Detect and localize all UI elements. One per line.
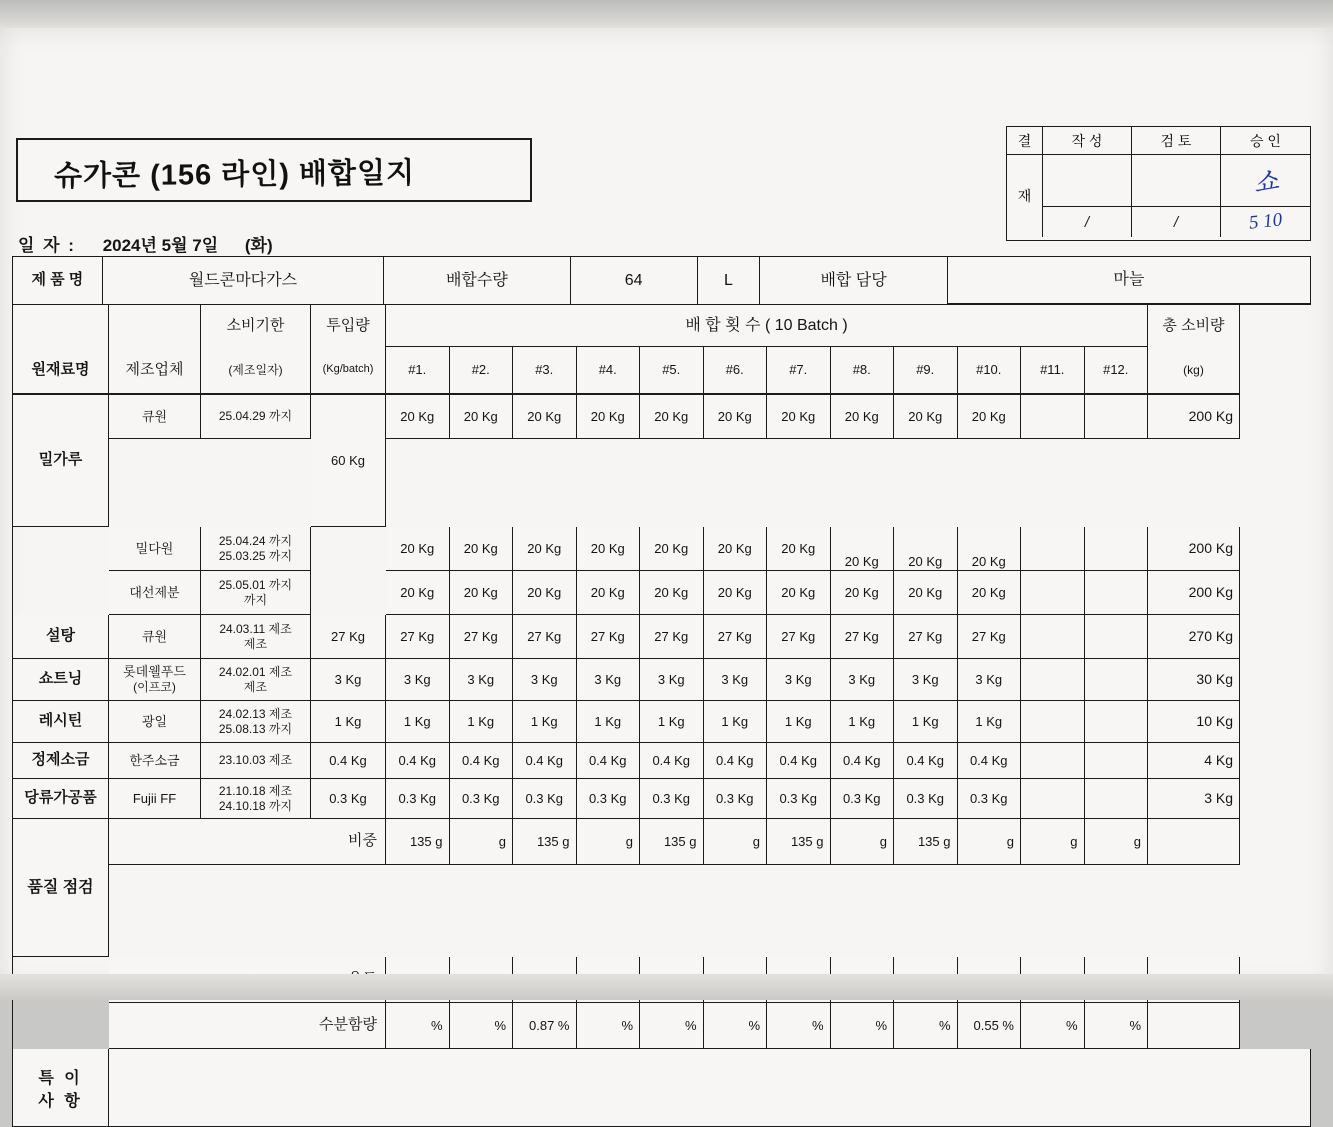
input-amount-cell: 27 Kg	[311, 615, 386, 659]
approval-col-header-approve: 승 인	[1221, 127, 1310, 155]
batch-col-header-7: #7.	[767, 347, 831, 395]
batch-value-cell[interactable]: 1 Kg	[704, 701, 768, 743]
expiry-col-header-line1: 소비기한	[201, 305, 311, 347]
date-line	[18, 231, 273, 256]
quality-row	[13, 819, 1311, 957]
quality-value-cell[interactable]: 135 g	[640, 819, 704, 865]
batch-value-cell[interactable]: 20 Kg	[640, 527, 704, 571]
batch-value-cell[interactable]: 0.4 Kg	[640, 743, 704, 779]
table-row	[13, 779, 1311, 819]
input-col-header-line2: (Kg/batch)	[311, 347, 386, 395]
material-col-spacer	[13, 305, 109, 347]
maker-line1: 롯데웰푸드	[123, 664, 186, 680]
batch-value-cell[interactable]: 0.4 Kg	[386, 743, 450, 779]
quality-value-cell[interactable]: g	[450, 819, 514, 865]
batch-value-cell[interactable]: 20 Kg	[767, 527, 831, 571]
batch-value-cell[interactable]: 27 Kg	[894, 615, 958, 659]
batch-value-cell[interactable]	[1021, 779, 1085, 819]
batch-value-cell[interactable]: 20 Kg	[577, 571, 641, 615]
quality-value-cell[interactable]: %	[640, 1003, 704, 1049]
total-col-header-line2: (kg)	[1148, 347, 1240, 395]
batch-value-cell[interactable]	[1085, 571, 1149, 615]
maker-line1: 큐원	[141, 628, 168, 644]
batch-value-cell[interactable]: 20 Kg	[831, 571, 895, 615]
batch-value-cell[interactable]: 3 Kg	[640, 659, 704, 701]
expiry-line1: 23.10.03 제조	[218, 753, 293, 768]
quality-value-cell[interactable]: %	[894, 1003, 958, 1049]
quality-item-name: 수분함량	[109, 1003, 386, 1049]
quality-value-cell[interactable]: g	[1085, 819, 1149, 865]
input-amount-cell: 3 Kg	[311, 659, 386, 701]
batch-value-cell[interactable]: 20 Kg	[450, 571, 514, 615]
batch-col-header-8: #8.	[831, 347, 895, 395]
expiry-line1: 21.10.18 제조	[218, 783, 293, 798]
batch-value-cell[interactable]: 27 Kg	[958, 615, 1022, 659]
total-consumption-cell: 3 Kg	[1148, 779, 1240, 819]
batch-value-cell[interactable]	[1085, 615, 1149, 659]
batch-value-cell[interactable]: 20 Kg	[894, 395, 958, 439]
material-name-cell: 레시틴	[13, 701, 109, 743]
batch-value-cell[interactable]	[1021, 701, 1085, 743]
batch-value-cell[interactable]: 0.3 Kg	[767, 779, 831, 819]
expiry-cell	[201, 395, 311, 439]
material-col-header: 원재료명	[13, 347, 109, 395]
material-name-cell: 설탕	[13, 615, 109, 659]
volume-value: 64	[571, 257, 698, 305]
quality-value-cell[interactable]: %	[577, 1003, 641, 1049]
table-row	[13, 571, 1311, 615]
batch-value-cell[interactable]	[1085, 701, 1149, 743]
expiry-cell	[201, 743, 311, 779]
expiry-cell	[201, 571, 311, 615]
quality-value-cell[interactable]: %	[704, 1003, 768, 1049]
total-consumption-cell: 200 Kg	[1148, 571, 1240, 615]
batch-value-cell[interactable]: 27 Kg	[450, 615, 514, 659]
batch-value-cell[interactable]: 0.3 Kg	[386, 779, 450, 819]
batch-value-cell[interactable]	[1021, 395, 1085, 439]
batch-value-cell[interactable]: 20 Kg	[704, 395, 768, 439]
batch-value-cell[interactable]	[1085, 743, 1149, 779]
expiry-cell	[201, 659, 311, 701]
product-name-value: 월드콘마다가스	[103, 257, 384, 305]
product-name-label: 제 품 명	[13, 257, 103, 305]
batch-value-cell[interactable]: 1 Kg	[386, 701, 450, 743]
batch-value-cell[interactable]	[1021, 615, 1085, 659]
batch-value-cell[interactable]: 1 Kg	[640, 701, 704, 743]
batch-value-cell[interactable]: 1 Kg	[894, 701, 958, 743]
batch-value-cell[interactable]: 20 Kg	[386, 571, 450, 615]
batch-col-header-4: #4.	[577, 347, 641, 395]
quality-total-cell	[1148, 1003, 1240, 1049]
maker-cell	[109, 743, 201, 779]
batch-value-cell[interactable]	[1085, 395, 1149, 439]
input-amount-cell: 0.4 Kg	[311, 743, 386, 779]
batch-value-cell[interactable]: 20 Kg	[577, 395, 641, 439]
batch-col-header-9: #9.	[894, 347, 958, 395]
quality-value-cell[interactable]: %	[1085, 1003, 1149, 1049]
batch-value-cell[interactable]: 3 Kg	[704, 659, 768, 701]
maker-cell	[109, 659, 201, 701]
approval-col-header-review: 검 토	[1132, 127, 1221, 155]
quality-value-cell[interactable]: %	[831, 1003, 895, 1049]
batch-value-cell[interactable]: 0.4 Kg	[894, 743, 958, 779]
document-title: 슈가콘 (156 라인) 배합일지	[53, 157, 416, 193]
input-amount-cell: 60 Kg	[311, 395, 386, 527]
maker-col-spacer	[109, 305, 201, 347]
table-row	[13, 395, 1311, 527]
batch-value-cell[interactable]: 20 Kg	[704, 571, 768, 615]
batch-col-header-1: #1.	[386, 347, 450, 395]
approval-side-label-top: 결	[1007, 127, 1043, 155]
expiry-col-header-line2: (제조일자)	[201, 347, 311, 395]
maker-line1: 큐원	[141, 408, 168, 424]
expiry-cell	[201, 615, 311, 659]
batch-col-header-12: #12.	[1085, 347, 1149, 395]
input-amount-span-filler	[311, 571, 386, 615]
quality-value-cell[interactable]: 135 g	[767, 819, 831, 865]
notes-label-line1: 특 이	[38, 1069, 83, 1087]
batch-col-header-2: #2.	[450, 347, 514, 395]
batch-value-cell[interactable]: 0.4 Kg	[767, 743, 831, 779]
batch-value-cell[interactable]	[1021, 571, 1085, 615]
expiry-line2: 제조	[243, 679, 268, 694]
material-name-cell: 정제소금	[13, 743, 109, 779]
expiry-cell	[201, 701, 311, 743]
batch-value-cell[interactable]: 0.3 Kg	[450, 779, 514, 819]
quality-label-span-filler	[13, 1003, 109, 1049]
batch-value-cell[interactable]: 20 Kg	[831, 395, 895, 439]
material-name-span-filler	[13, 527, 109, 571]
total-consumption-cell: 10 Kg	[1148, 701, 1240, 743]
material-name-cell: 쇼트닝	[13, 659, 109, 701]
batch-value-cell[interactable]	[1021, 659, 1085, 701]
batch-value-cell[interactable]: 20 Kg	[958, 395, 1022, 439]
total-consumption-cell: 200 Kg	[1148, 395, 1240, 439]
table-row	[13, 701, 1311, 743]
batch-value-cell[interactable]: 1 Kg	[831, 701, 895, 743]
date-weekday: (화)	[244, 236, 273, 255]
quality-value-cell[interactable]: 135 g	[386, 819, 450, 865]
volume-label: 배합수량	[384, 257, 570, 305]
batch-value-cell[interactable]: 1 Kg	[450, 701, 514, 743]
maker-line2: (이프코)	[133, 680, 176, 695]
maker-line1: Fujii FF	[132, 790, 177, 806]
expiry-line1: 24.03.11 제조	[219, 621, 292, 636]
batch-value-cell[interactable]: 20 Kg	[831, 527, 895, 571]
volume-unit: L	[698, 257, 761, 305]
batch-group-header: 배 합 횟 수 ( 10 Batch )	[386, 305, 1148, 347]
expiry-line1: 24.02.13 제조	[218, 706, 293, 721]
quality-row	[13, 1003, 1311, 1049]
batch-value-cell[interactable]	[1085, 779, 1149, 819]
batch-value-cell[interactable]: 3 Kg	[831, 659, 895, 701]
approval-mark-draft: /	[1043, 207, 1132, 237]
batch-value-cell[interactable]: 3 Kg	[386, 659, 450, 701]
material-rows-container	[13, 395, 1311, 819]
batch-value-cell[interactable]: 27 Kg	[831, 615, 895, 659]
expiry-line2: 25.08.13 까지	[218, 721, 293, 736]
signature-mark: 쇼	[1251, 166, 1281, 199]
table-row	[13, 527, 1311, 571]
maker-cell	[109, 701, 201, 743]
incharge-label: 배합 담당	[760, 257, 947, 305]
notes-label	[13, 1049, 109, 1127]
total-consumption-cell: 200 Kg	[1148, 527, 1240, 571]
batch-value-cell[interactable]: 27 Kg	[386, 615, 450, 659]
maker-line1: 대선제분	[129, 584, 180, 600]
batch-value-cell[interactable]: 0.3 Kg	[958, 779, 1022, 819]
batch-value-cell[interactable]: 0.3 Kg	[831, 779, 895, 819]
table-row-batch-group-header	[13, 305, 1311, 347]
batch-col-header-3: #3.	[513, 347, 577, 395]
batch-value-cell[interactable]	[1085, 659, 1149, 701]
input-amount-cell: 0.3 Kg	[311, 779, 386, 819]
batch-value-cell[interactable]: 27 Kg	[513, 615, 577, 659]
batch-value-cell[interactable]: 20 Kg	[894, 527, 958, 571]
batch-value-cell[interactable]: 3 Kg	[767, 659, 831, 701]
maker-line1: 한주소금	[129, 752, 180, 768]
expiry-line1: 25.04.24 까지	[218, 533, 293, 548]
expiry-cell	[201, 527, 311, 571]
quality-value-cell[interactable]: 0.87 %	[513, 1003, 577, 1049]
quality-value-cell[interactable]: %	[450, 1003, 514, 1049]
quality-check-label: 품질 점검	[13, 819, 109, 957]
batch-value-cell[interactable]: 27 Kg	[577, 615, 641, 659]
quality-total-cell	[1148, 819, 1240, 865]
maker-cell	[109, 615, 201, 659]
approval-sign-approve	[1221, 155, 1310, 207]
batch-value-cell[interactable]: 20 Kg	[450, 395, 514, 439]
quality-check-container	[13, 819, 1311, 1049]
quality-value-cell[interactable]: g	[831, 819, 895, 865]
batch-value-cell[interactable]: 20 Kg	[640, 395, 704, 439]
expiry-cell	[201, 779, 311, 819]
batch-value-cell[interactable]: 20 Kg	[513, 395, 577, 439]
batch-value-cell[interactable]: 0.4 Kg	[450, 743, 514, 779]
batch-value-cell[interactable]: 20 Kg	[704, 527, 768, 571]
maker-line1: 광일	[141, 713, 168, 729]
approval-mark-approve: 5 10	[1247, 209, 1284, 234]
quality-value-cell[interactable]: g	[1021, 819, 1085, 865]
batch-value-cell[interactable]	[1085, 527, 1149, 571]
expiry-line2: 까지	[243, 592, 268, 607]
batch-value-cell[interactable]: 0.3 Kg	[894, 779, 958, 819]
batch-value-cell[interactable]: 3 Kg	[958, 659, 1022, 701]
batch-value-cell[interactable]: 3 Kg	[577, 659, 641, 701]
batch-value-cell[interactable]: 0.4 Kg	[513, 743, 577, 779]
approval-stamp-box	[1006, 126, 1311, 241]
batch-value-cell[interactable]: 20 Kg	[640, 571, 704, 615]
maker-cell	[109, 395, 201, 439]
batch-value-cell[interactable]: 0.4 Kg	[958, 743, 1022, 779]
quality-value-cell[interactable]: %	[767, 1003, 831, 1049]
batch-value-cell[interactable]: 20 Kg	[958, 571, 1022, 615]
batch-value-cell[interactable]	[1021, 743, 1085, 779]
incharge-value: 마늘	[948, 257, 1311, 305]
batch-value-cell[interactable]	[1021, 527, 1085, 571]
notes-label-line2: 사 항	[38, 1092, 83, 1110]
batch-col-header-6: #6.	[704, 347, 768, 395]
batch-value-cell[interactable]: 0.4 Kg	[704, 743, 768, 779]
table-row-product-info	[13, 257, 1311, 305]
document-title-box	[16, 138, 532, 202]
quality-value-cell[interactable]: %	[1021, 1003, 1085, 1049]
expiry-line2: 25.03.25 까지	[218, 548, 293, 563]
batch-value-cell[interactable]: 0.3 Kg	[577, 779, 641, 819]
table-row-column-headers	[13, 347, 1311, 395]
batch-col-header-5: #5.	[640, 347, 704, 395]
date-label: 일 자 :	[18, 236, 76, 255]
batch-value-cell[interactable]: 20 Kg	[767, 571, 831, 615]
material-name-cell: 밀가루	[13, 395, 109, 527]
table-row	[13, 615, 1311, 659]
expiry-line2: 제조	[243, 636, 268, 651]
batch-value-cell[interactable]: 20 Kg	[386, 395, 450, 439]
total-consumption-cell: 30 Kg	[1148, 659, 1240, 701]
approval-side-label-bottom: 재	[1007, 155, 1043, 237]
batch-value-cell[interactable]: 20 Kg	[386, 527, 450, 571]
quality-value-cell[interactable]: 135 g	[894, 819, 958, 865]
batch-value-cell[interactable]: 27 Kg	[704, 615, 768, 659]
batch-value-cell[interactable]: 0.4 Kg	[831, 743, 895, 779]
batch-value-cell[interactable]: 0.3 Kg	[640, 779, 704, 819]
batch-value-cell[interactable]: 20 Kg	[513, 571, 577, 615]
batch-value-cell[interactable]: 20 Kg	[958, 527, 1022, 571]
batch-value-cell[interactable]: 1 Kg	[577, 701, 641, 743]
expiry-line1: 25.04.29 까지	[218, 409, 293, 424]
batch-value-cell[interactable]: 20 Kg	[577, 527, 641, 571]
quality-value-cell[interactable]: g	[704, 819, 768, 865]
approval-mark-review: /	[1132, 207, 1221, 237]
batch-value-cell[interactable]: 0.3 Kg	[704, 779, 768, 819]
expiry-line2: 24.10.18 까지	[218, 798, 293, 813]
batch-value-cell[interactable]: 20 Kg	[513, 527, 577, 571]
total-consumption-cell: 270 Kg	[1148, 615, 1240, 659]
material-name-span-filler	[13, 571, 109, 615]
maker-cell	[109, 527, 201, 571]
table-row	[13, 659, 1311, 701]
batch-col-header-10: #10.	[958, 347, 1022, 395]
material-name-cell: 당류가공품	[13, 779, 109, 819]
batch-value-cell[interactable]: 0.4 Kg	[577, 743, 641, 779]
batch-column-header-group	[386, 347, 1148, 395]
quality-value-cell[interactable]: %	[386, 1003, 450, 1049]
quality-value-cell[interactable]: g	[577, 819, 641, 865]
quality-item-name: 비중	[109, 819, 386, 865]
input-amount-cell: 1 Kg	[311, 701, 386, 743]
approval-sign-draft	[1043, 155, 1132, 207]
maker-line1: 밀다원	[135, 540, 174, 556]
batch-value-cell[interactable]: 1 Kg	[958, 701, 1022, 743]
quality-value-cell[interactable]: 135 g	[513, 819, 577, 865]
total-col-header-line1: 총 소비량	[1148, 305, 1240, 347]
batch-value-cell[interactable]: 27 Kg	[767, 615, 831, 659]
batch-value-cell[interactable]: 0.3 Kg	[513, 779, 577, 819]
notes-value[interactable]	[109, 1049, 1311, 1127]
approval-col-header-draft: 작 성	[1043, 127, 1132, 155]
total-consumption-cell: 4 Kg	[1148, 743, 1240, 779]
batch-value-cell[interactable]: 3 Kg	[450, 659, 514, 701]
maker-col-header: 제조업체	[109, 347, 201, 395]
page-bottom-shadow	[0, 974, 1333, 1000]
batch-value-cell[interactable]: 1 Kg	[513, 701, 577, 743]
batch-col-header-11: #11.	[1021, 347, 1085, 395]
paper-sheet	[0, 28, 1333, 1110]
batch-value-cell[interactable]: 20 Kg	[767, 395, 831, 439]
table-row	[13, 743, 1311, 779]
date-value: 2024년 5월 7일	[102, 236, 219, 255]
maker-cell	[109, 779, 201, 819]
input-col-header-line1: 투입량	[311, 305, 386, 347]
batch-value-cell[interactable]: 27 Kg	[640, 615, 704, 659]
input-amount-span-filler	[311, 527, 386, 571]
maker-cell	[109, 571, 201, 615]
batch-value-cell[interactable]: 20 Kg	[894, 571, 958, 615]
expiry-line1: 24.02.01 제조	[218, 664, 293, 679]
notes-row	[13, 1049, 1311, 1127]
batch-value-cell[interactable]: 20 Kg	[450, 527, 514, 571]
quality-value-cell[interactable]: g	[958, 819, 1022, 865]
batch-value-cell[interactable]: 1 Kg	[767, 701, 831, 743]
quality-value-cell[interactable]: 0.55 %	[958, 1003, 1022, 1049]
batch-value-cell[interactable]: 3 Kg	[513, 659, 577, 701]
approval-sign-review	[1132, 155, 1221, 207]
expiry-line1: 25.05.01 까지	[218, 577, 293, 592]
batch-value-cell[interactable]: 3 Kg	[894, 659, 958, 701]
